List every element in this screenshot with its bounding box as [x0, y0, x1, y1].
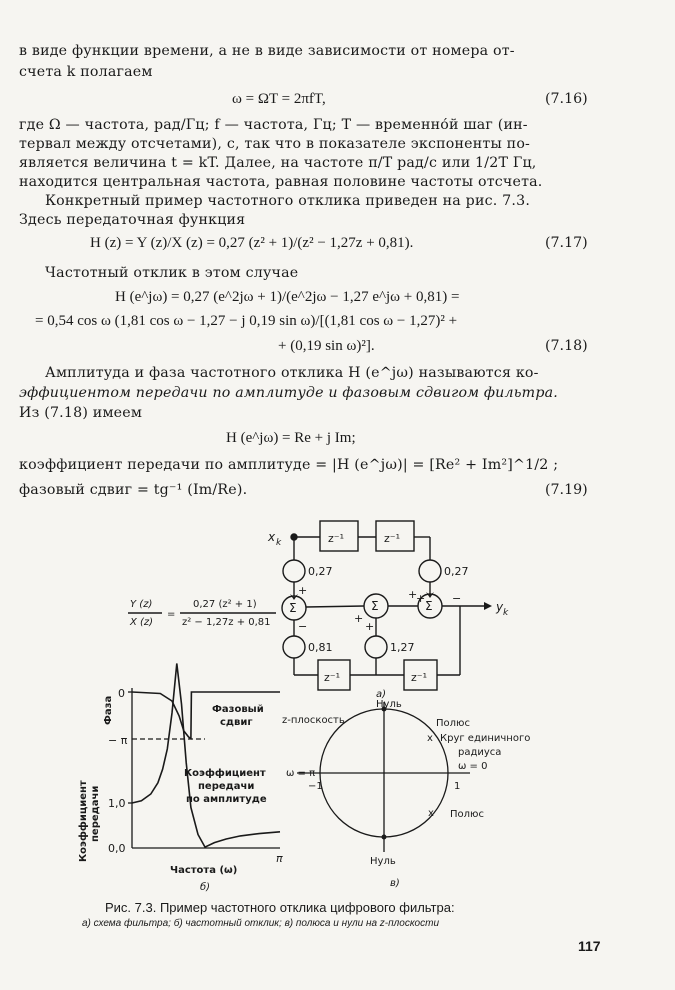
text-line: Частотный отклик в этом случае [45, 265, 299, 281]
zero-label-bottom: Нуль [370, 856, 396, 867]
equation-number: (7.18) [545, 338, 588, 354]
equation-re-im: H (e^jω) = Re + j Im; [226, 430, 356, 446]
sum-symbol: Σ [371, 599, 379, 613]
tick-label: 0,0 [108, 842, 126, 855]
minus-sign: − [452, 592, 462, 605]
panel-label-a: а) [376, 689, 387, 700]
tf-den-left: X (z) [130, 617, 154, 628]
tick-label: 0 [118, 687, 125, 700]
sum-symbol: Σ [425, 599, 433, 613]
output-label: y [496, 600, 504, 614]
plane-label: z-плоскость [282, 715, 345, 726]
tf-den-right: z² − 1,27z + 0,81 [182, 617, 271, 628]
zero-label-top: Нуль [376, 699, 402, 710]
equation-7-18c: + (0,19 sin ω)²]. [278, 338, 375, 354]
plus-sign: + [354, 612, 364, 625]
pole-label-top: Полюс [436, 718, 470, 729]
text-line: коэффициент передачи по амплитуде = |H (e^jω)| = [Re² + Im²]^1/2 ; [19, 457, 559, 473]
panel-label-c: в) [390, 878, 400, 889]
figure-caption: Рис. 7.3. Пример частотного отклика цифрового фильтра: [105, 900, 455, 915]
gain-annotation: по амплитуде [186, 794, 267, 805]
text-line: находится центральная частота, равная половине частоты отсчета. [19, 174, 543, 190]
pole-marker-bottom: x [428, 808, 434, 819]
equation-number: (7.16) [545, 91, 588, 107]
panel-label-b: б) [200, 882, 211, 893]
delay-label: z⁻¹ [328, 532, 344, 545]
tick-label: π [276, 852, 283, 865]
equation-7-16: ω = ΩT = 2πfT, [232, 91, 326, 107]
coef-label: 1,27 [390, 641, 415, 654]
minus-one-label: −1 [308, 781, 323, 792]
equation-7-18b: = 0,54 cos ω (1,81 cos ω − 1,27 − j 0,19 sin ω)/[(1,81 cos ω − 1,27)² + [35, 313, 458, 329]
circle-label: радиуса [458, 747, 502, 758]
gain-annotation: Коэффициент [184, 768, 266, 779]
tf-equals: = [167, 609, 176, 620]
one-label: 1 [454, 781, 461, 792]
omega-pi-label: ω = π [286, 768, 316, 779]
tick-label: 1,0 [108, 797, 126, 810]
zero-marker-bottom [382, 835, 387, 840]
equation-7-17: H (z) = Y (z)/X (z) = 0,27 (z² + 1)/(z² − 1,27z + 0,81). [90, 235, 414, 251]
page-number: 117 [578, 938, 601, 954]
text-line: где Ω — частота, рад/Гц; f — частота, Гц; T — временно́й шаг (ин- [19, 117, 528, 133]
figure-caption-sub: а) схема фильтра; б) частотный отклик; в) полюса и нули на z-плоскости [82, 918, 440, 929]
delay-label: z⁻¹ [384, 532, 400, 545]
input-subscript: k [276, 538, 282, 548]
y-label-gain-2: передачи [90, 785, 101, 842]
text-line: Амплитуда и фаза частотного отклика H (e^jω) называются ко- [45, 365, 539, 381]
delay-label: z⁻¹ [324, 671, 340, 684]
text-line: является величина t = kT. Далее, на частоте π/T рад/с или 1/2T Гц, [19, 155, 537, 171]
coef-label: 0,81 [308, 641, 333, 654]
input-label: x [268, 530, 276, 544]
coef-label: 0,27 [308, 565, 333, 578]
y-label-phase: Фаза [103, 695, 114, 725]
y-label-gain-1: Коэффициент [78, 780, 89, 862]
plus-sign: + [298, 584, 308, 597]
plus-sign: + [365, 620, 375, 633]
omega-0-label: ω = 0 [458, 761, 488, 772]
text-line: Из (7.18) имеем [19, 405, 143, 421]
x-axis-label: Частота (ω) [170, 865, 238, 876]
tf-num-right: 0,27 (z² + 1) [193, 599, 257, 610]
phase-annotation: Фазовый [212, 704, 264, 715]
pole-marker-top: x [427, 733, 433, 744]
pole-label-bottom: Полюс [450, 809, 484, 820]
plus-sign: + [416, 592, 426, 605]
coef-label: 0,27 [444, 565, 469, 578]
phase-annotation: сдвиг [220, 717, 253, 728]
sum-symbol: Σ [289, 601, 297, 615]
plus-sign: + [408, 588, 418, 601]
gain-annotation: передачи [198, 781, 255, 792]
circle-label: Круг единичного [440, 733, 531, 744]
output-subscript: k [503, 608, 509, 618]
tick-label: − π [108, 734, 128, 747]
text-line: фазовый сдвиг = tg⁻¹ (Im/Re). [19, 482, 248, 498]
text-line: Здесь передаточная функция [19, 212, 246, 228]
delay-label: z⁻¹ [411, 671, 427, 684]
minus-sign: − [298, 620, 308, 633]
text-line: Конкретный пример частотного отклика приведен на рис. 7.3. [45, 193, 531, 209]
equation-number: (7.19) [545, 482, 588, 498]
equation-number: (7.17) [545, 235, 588, 251]
text-line: счета k полагаем [19, 64, 153, 80]
equation-7-18a: H (e^jω) = 0,27 (e^2jω + 1)/(e^2jω − 1,27 e^jω + 0,81) = [115, 289, 460, 305]
text-line: эффициентом передачи по амплитуде и фазовым сдвигом фильтра. [19, 385, 558, 401]
text-line: в виде функции времени, а не в виде зависимости от номера от- [19, 43, 515, 59]
text-line: тервал между отсчетами), с, так что в показателе экспоненты по- [19, 136, 531, 152]
tf-num-left: Y (z) [130, 599, 153, 610]
